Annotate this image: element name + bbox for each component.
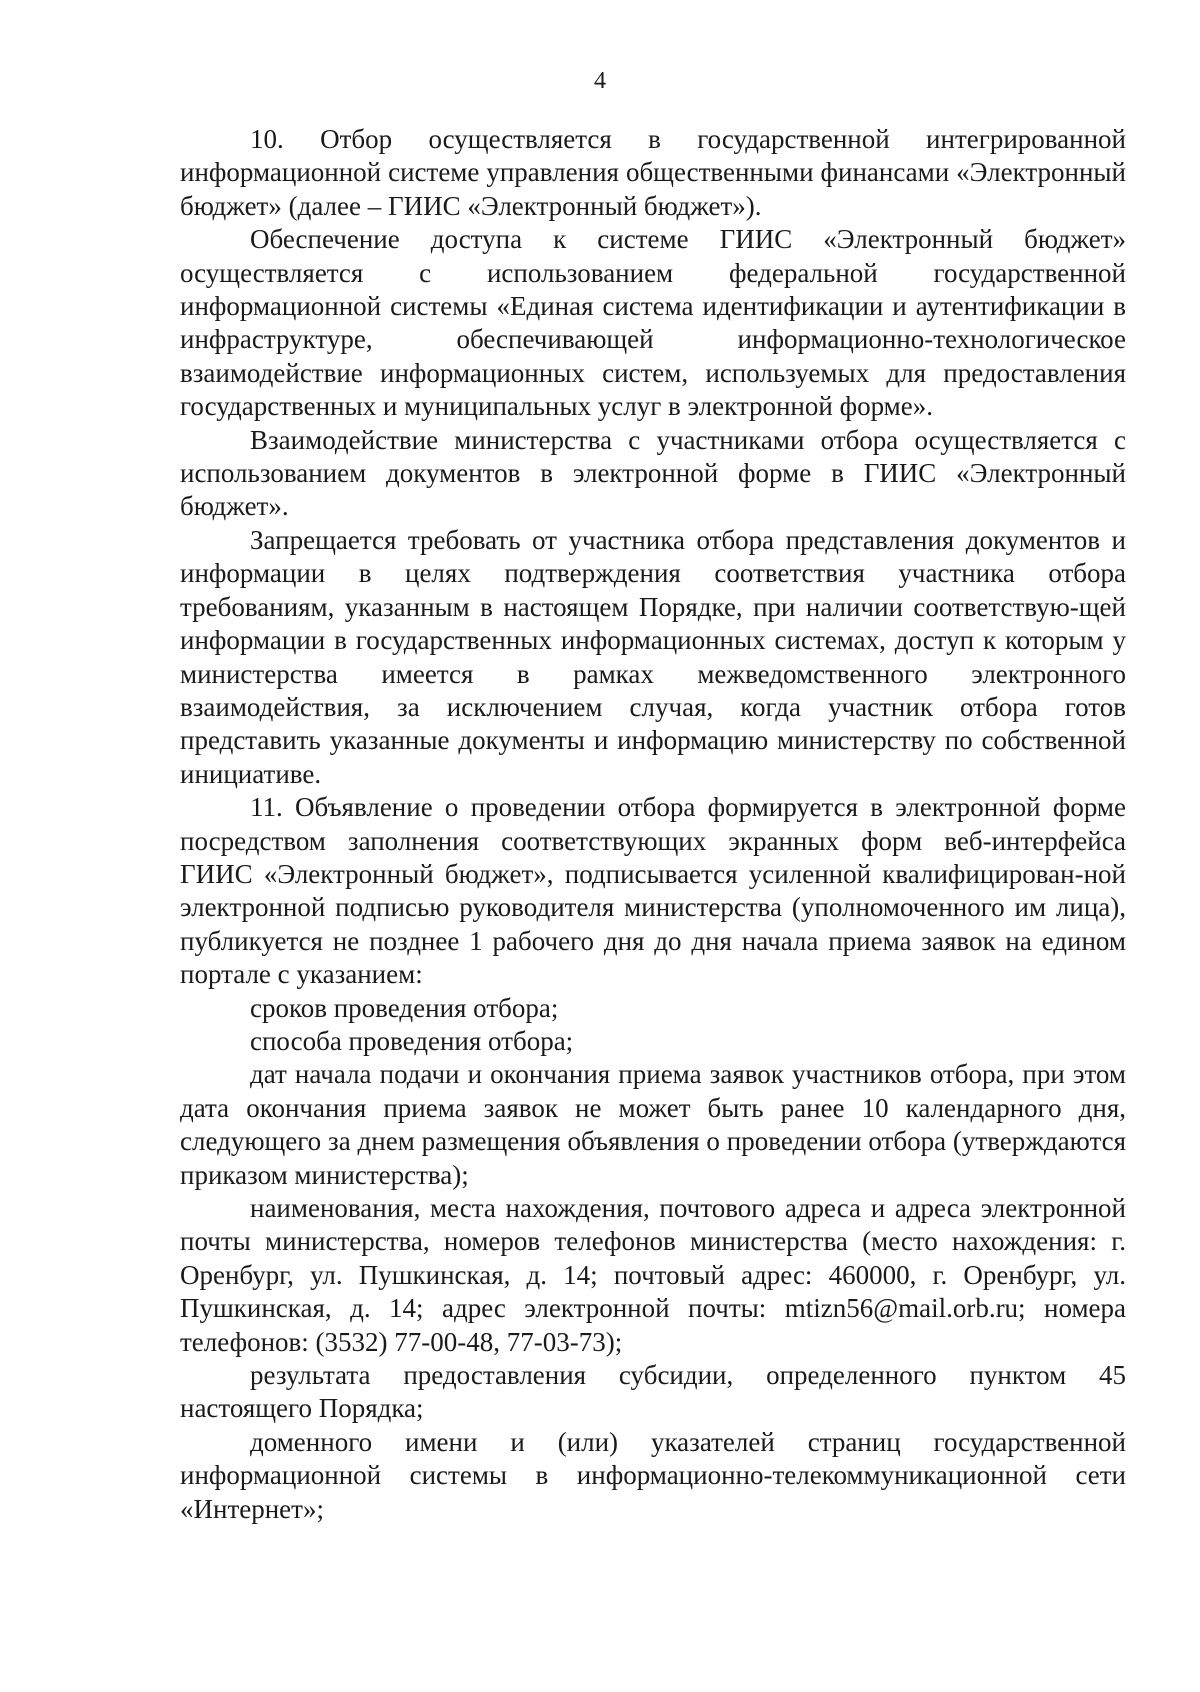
list-item-selection-method: способа проведения отбора; (250, 1025, 574, 1056)
paragraph-selection-system: 10. Отбор осуществляется в государственной интегрированной информационной системе управления общественными финансами «Электронный бюджет» (далее – ГИИС «Электронный бюджет»). (180, 124, 1126, 221)
paragraph-document-prohibition: Запрещается требовать от участника отбора представления документов и информации в целях подтверждения соответствия участника отбора требованиям, указанным в настоящем Порядке, при наличии соответствую-щей информации в государственных информационных системах, доступ к которым у министерства имеется в рамках межведомственного электронного взаимодействия, за исключением случая, когда участник отбора готов представить указанные документы и информацию министерству по собственной инициативе. (180, 524, 1126, 789)
paragraph-system-access: Обеспечение доступа к системе ГИИС «Электронный бюджет» осуществляется с использованием федеральной государственной информационной системы «Единая система идентификации и аутентификации в инфраструктуре, обеспечивающей информационно-технологическое взаимодействие информационных систем, используемых для предоставления государственных и муниципальных услуг в электронной форме». (180, 224, 1126, 422)
list-item-subsidy-result: результата предоставления субсидии, определенного пунктом 45 настоящего Порядка; (180, 1360, 1126, 1424)
paragraph-announcement: 11. Объявление о проведении отбора формируется в электронной форме посредством заполнения соответствующих экранных форм веб-интерфейса ГИИС «Электронный бюджет», подписывается усиленной квалифицирован-ной электронной подписью руководителя министерства (уполномоченного им лица), публикуется не позднее 1 рабочего дня до дня начала приема заявок на едином портале с указанием: (180, 792, 1126, 990)
page-number: 4 (594, 68, 606, 94)
list-item-ministry-contacts: наименования, места нахождения, почтового адреса и адреса электронной почты министерства, номеров телефонов министерства (место нахождения: г. Оренбург, ул. Пушкинская, д. 14; почтовый адрес: 460000, г. Оренбург, ул. Пушкинская, д. 14; адрес электронной почты: mtizn56@mail.orb.ru; номера телефонов: (3532) 77-00-48, 77-03-73); (180, 1193, 1126, 1357)
paragraph-interaction: Взаимодействие министерства с участниками отбора осуществляется с использованием документов в электронной форме в ГИИС «Электронный бюджет». (180, 424, 1126, 522)
list-item-domain-name: доменного имени и (или) указателей страниц государственной информационной системы в информационно-телекоммуникационной сети «Интернет»; (180, 1426, 1126, 1524)
list-item-application-dates: дат начала подачи и окончания приема заявок участников отбора, при этом дата окончания приема заявок не может быть ранее 10 календарного дня, следующего за днем размещения объявления о проведении отбора (утверждаются приказом министерства); (180, 1059, 1126, 1190)
list-item-selection-terms: сроков проведения отбора; (250, 992, 559, 1023)
document-body (180, 123, 1126, 1526)
